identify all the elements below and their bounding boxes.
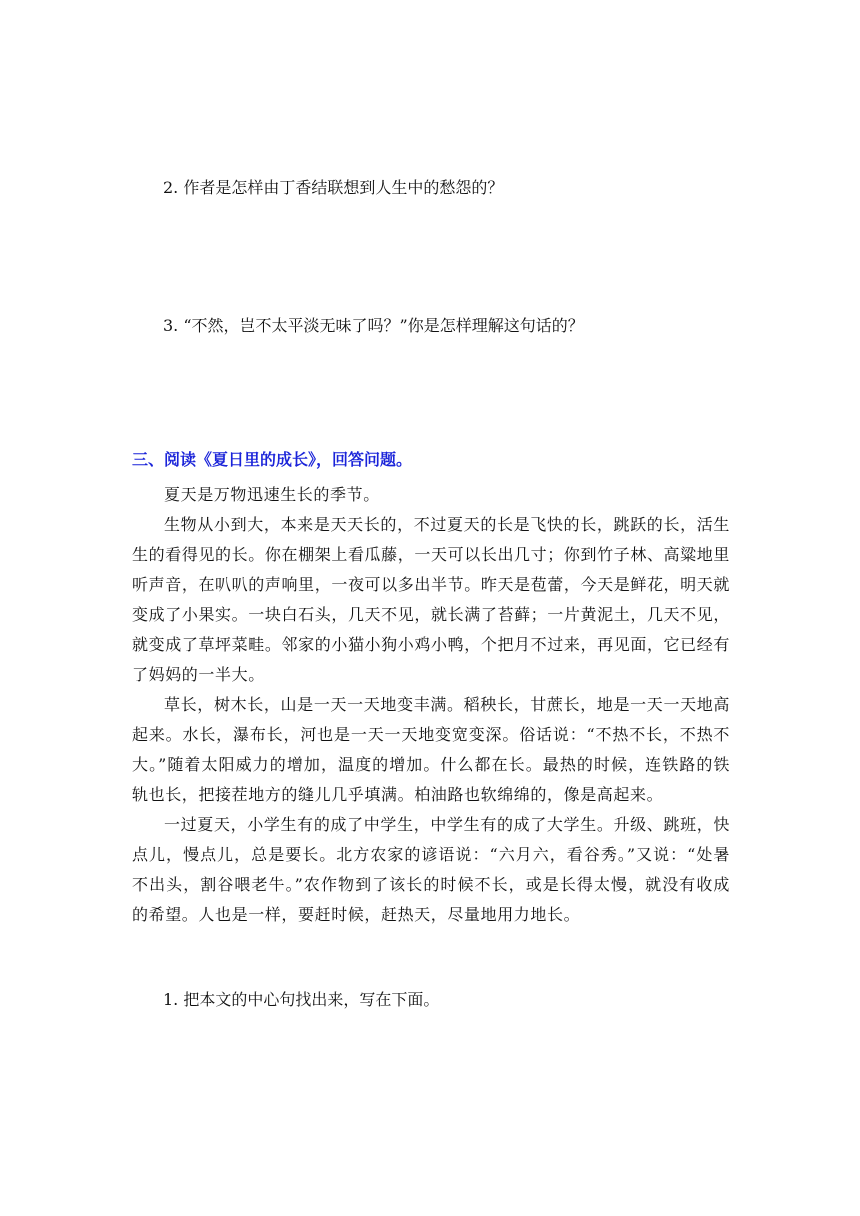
passage-paragraph: 生物从小到大，本来是天天长的，不过夏天的长是飞快的长，跳跃的长，活生生的看得见的长。你在棚架上看瓜藤，一天可以长出几寸；你到竹子林、高粱地里听声音，在叭叭的声响里，一夜可以多出半节。昨天是苞蕾，今天是鲜花，明天就变成了小果实。一块白石头，几天不见，就长满了苔藓；一片黄泥土，几天不见，就变成了草坪菜畦。邻家的小猫小狗小鸡小鸭，个把月不过来，再见面，它已经有了妈妈的一半大。 [132,515,730,684]
passage-paragraph: 草长，树木长，山是一天一天地变丰满。稻秧长，甘蔗长，地是一天一天地高起来。水长，瀑布长，河也是一天一天地变宽变深。俗话说：“不热不长，不热不大。”随着太阳威力的增加，温度的增加。什么都在长。最热的时候，连铁路的铁轨也长，把接茬地方的缝儿几乎填满。柏油路也软绵绵的，像是高起来。 [132,695,730,804]
question-3: 3. “不然，岂不太平淡无味了吗？”你是怎样理解这句话的？ [163,316,584,335]
passage-paragraph: 一过夏天，小学生有的成了中学生，中学生有的成了大学生。升级、跳班，快点儿，慢点儿，总是要长。北方农家的谚语说：“六月六，看谷秀。”又说：“处暑不出头，割谷喂老牛。”农作物到了该长的时候不长，或是长得太慢，就没有收成的希望。人也是一样，要赶时候，赶热天，尽量地用力地长。 [132,815,730,924]
question-2: 2. 作者是怎样由丁香结联想到人生中的愁怨的？ [163,178,504,197]
passage-paragraph: 夏天是万物迅速生长的季节。 [164,485,380,504]
reading-passage [132,480,730,930]
section-question-1: 1. 把本文的中心句找出来，写在下面。 [163,990,440,1009]
section-heading: 三、阅读《夏日里的成长》，回答问题。 [132,450,413,469]
